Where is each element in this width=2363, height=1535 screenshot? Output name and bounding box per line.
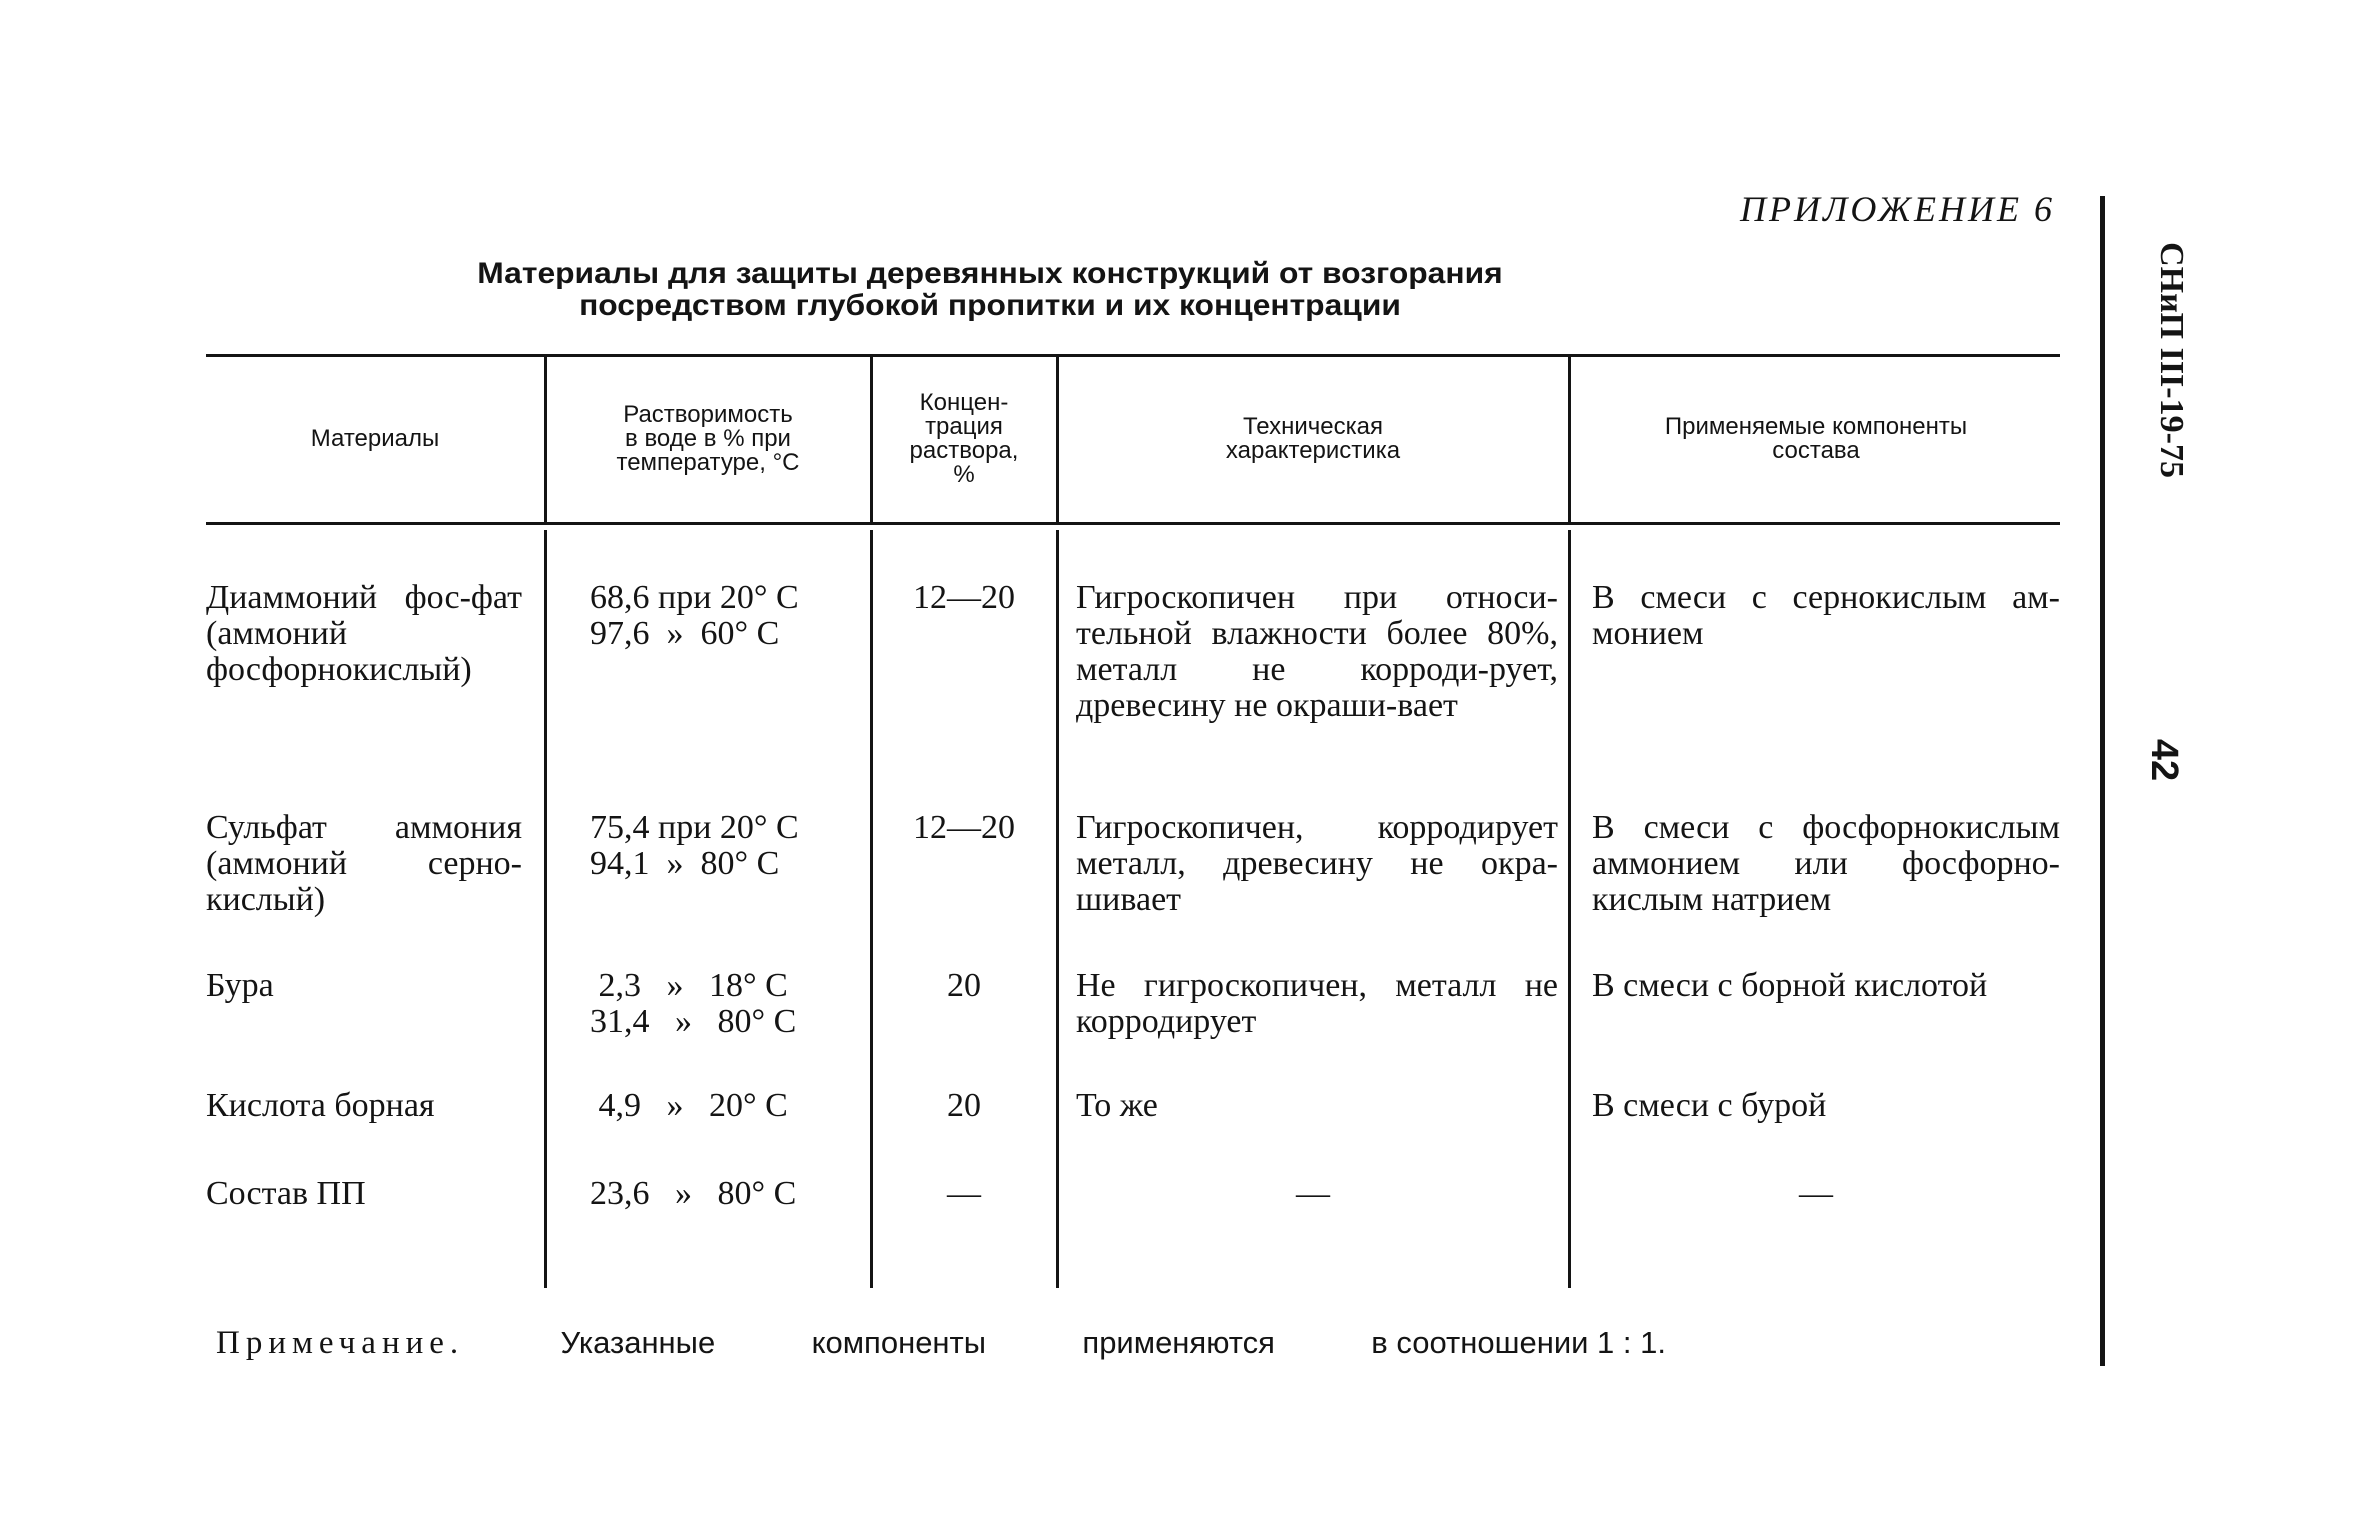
note-label: Примечание. (216, 1325, 465, 1361)
row5-solubility: 23,6 » 80° С (590, 1175, 797, 1212)
row4-components: В смеси с бурой (1592, 1087, 1827, 1124)
header-solubility-text: Растворимость в воде в % при температуре, °С (616, 401, 800, 476)
column-divider-1-body (544, 530, 547, 1288)
page-number: 42 (2143, 738, 2185, 782)
row1-material: Диаммоний фос-фат (аммоний фосфорнокислый) (206, 579, 522, 688)
row1-characteristic: Гигроскопичен при относи-тельной влажности более 80%, металл не корроди-рует, древесину не окраши-вает (1076, 579, 1558, 724)
column-divider-2-body (870, 530, 873, 1288)
note-word-1: Указанные (560, 1325, 716, 1360)
right-margin-rule (2100, 196, 2105, 1366)
header-materials-text: Материалы (310, 425, 440, 452)
header-bottom-rule (206, 522, 2060, 525)
column-divider-3-body (1056, 530, 1059, 1288)
header-materials (206, 362, 544, 516)
row2-solubility: 75,4 при 20° С 94,1 » 80° С (590, 809, 799, 882)
row3-components: В смеси с борной кислотой (1592, 967, 1988, 1004)
row4-solubility: 4,9 » 20° С (590, 1087, 788, 1124)
row5-components: — (1799, 1175, 1833, 1212)
row2-concentration: 12—20 (913, 809, 1015, 846)
row5-concentration: — (947, 1175, 981, 1212)
column-divider-1 (544, 354, 547, 522)
row2-characteristic: Гигроскопичен, корродирует металл, древесину не окра-шивает (1076, 809, 1558, 918)
row4-characteristic: То же (1076, 1087, 1158, 1124)
row3-material: Бура (206, 967, 274, 1004)
column-divider-2 (870, 354, 873, 522)
appendix-label: ПРИЛОЖЕНИЕ 6 (1740, 189, 2055, 229)
header-characteristic-text: Техническая характеристика (1225, 413, 1401, 464)
row3-solubility: 2,3 » 18° С 31,4 » 80° С (590, 967, 797, 1040)
column-divider-4 (1568, 354, 1571, 522)
column-divider-4-body (1568, 530, 1571, 1288)
document-code: СНиП III-19-75 (2153, 242, 2190, 478)
title-line-2: посредством глубокой пропитки и их концентрации (579, 289, 1401, 322)
title-line-1: Материалы для защиты деревянных конструкций от возгорания (477, 257, 1503, 290)
row3-characteristic: Не гигроскопичен, металл не корродирует (1076, 967, 1558, 1040)
row1-concentration: 12—20 (913, 579, 1015, 616)
row1-solubility: 68,6 при 20° С 97,6 » 60° С (590, 579, 799, 652)
header-components-text: Применяемые компоненты состава (1664, 413, 1968, 464)
table-top-rule (206, 354, 2060, 357)
row2-material: Сульфат аммония (аммоний серно-кислый) (206, 809, 522, 918)
header-solubility (548, 362, 868, 516)
materials-table (206, 354, 2060, 1288)
header-components (1572, 362, 2060, 516)
table-note (216, 1325, 1666, 1362)
row5-characteristic: — (1296, 1175, 1330, 1212)
row4-material: Кислота борная (206, 1087, 435, 1124)
note-word-2: компоненты (811, 1325, 987, 1360)
table-title (343, 258, 1636, 322)
column-divider-3 (1056, 354, 1059, 522)
header-concentration-text: Концен- трация раствора, % (909, 389, 1019, 488)
header-concentration (874, 362, 1054, 516)
row5-material: Состав ПП (206, 1175, 366, 1212)
row4-concentration: 20 (947, 1087, 981, 1124)
header-characteristic (1060, 362, 1566, 516)
row3-concentration: 20 (947, 967, 981, 1004)
note-word-4: в соотношении 1 : 1. (1371, 1325, 1666, 1360)
note-word-3: применяются (1082, 1325, 1275, 1360)
row1-components: В смеси с сернокислым ам-монием (1592, 579, 2060, 652)
row2-components: В смеси с фосфорнокислым аммонием или фосфорно-кислым натрием (1592, 809, 2060, 918)
